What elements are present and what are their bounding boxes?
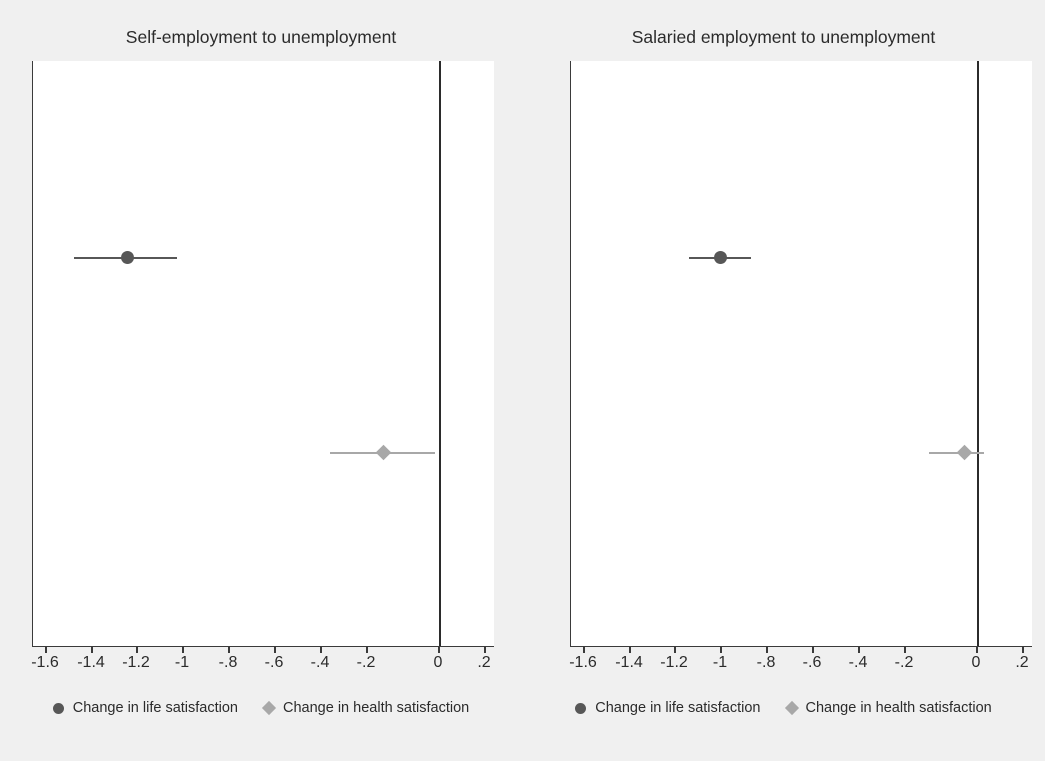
x-tick-label: -.6 bbox=[802, 654, 822, 671]
legend-left bbox=[0, 700, 522, 716]
x-tick-label: -1.4 bbox=[615, 654, 643, 671]
x-tick-label: -.4 bbox=[310, 654, 330, 671]
x-tick-label: -1 bbox=[712, 654, 728, 671]
x-tick-label: -1.2 bbox=[660, 654, 688, 671]
x-tick bbox=[45, 647, 47, 653]
x-tick-label: -1 bbox=[174, 654, 190, 671]
x-tick-label: -.2 bbox=[894, 654, 914, 671]
x-tick bbox=[91, 647, 93, 653]
x-tick-label: 0 bbox=[433, 654, 443, 671]
x-tick bbox=[904, 647, 906, 653]
x-tick bbox=[812, 647, 814, 653]
plot-area-right bbox=[570, 61, 1032, 647]
x-tick-label: -.6 bbox=[264, 654, 284, 671]
marker-health-satisfaction bbox=[957, 445, 973, 461]
legend-right bbox=[522, 700, 1045, 716]
legend-item-health-satisfaction bbox=[264, 700, 469, 716]
x-axis-left bbox=[32, 647, 494, 687]
legend-label: Change in life satisfaction bbox=[595, 700, 761, 716]
x-tick-label: -1.6 bbox=[569, 654, 597, 671]
x-tick bbox=[720, 647, 722, 653]
x-tick-label: -1.2 bbox=[122, 654, 150, 671]
legend-item-life-satisfaction bbox=[53, 700, 238, 716]
x-tick bbox=[320, 647, 322, 653]
x-tick bbox=[583, 647, 585, 653]
zero-reference-line bbox=[977, 61, 979, 646]
x-tick-label: -.4 bbox=[848, 654, 868, 671]
diamond-marker-icon bbox=[784, 701, 798, 715]
legend-label: Change in health satisfaction bbox=[283, 700, 470, 716]
circle-marker-icon bbox=[575, 703, 586, 714]
x-tick-label: -.8 bbox=[756, 654, 776, 671]
x-tick-label: -1.6 bbox=[31, 654, 59, 671]
marker-life-satisfaction bbox=[121, 251, 134, 264]
marker-life-satisfaction bbox=[714, 251, 727, 264]
x-tick-label: 0 bbox=[971, 654, 981, 671]
plot-area-left bbox=[32, 61, 494, 647]
x-tick bbox=[366, 647, 368, 653]
x-tick bbox=[1022, 647, 1024, 653]
x-tick bbox=[438, 647, 440, 653]
panel-salaried-employment bbox=[522, 0, 1045, 761]
x-tick bbox=[766, 647, 768, 653]
x-tick bbox=[274, 647, 276, 653]
marker-health-satisfaction bbox=[376, 445, 392, 461]
x-tick bbox=[182, 647, 184, 653]
x-axis-right bbox=[570, 647, 1032, 687]
x-tick-label: .2 bbox=[477, 654, 491, 671]
panel-self-employment bbox=[0, 0, 522, 761]
panel-title: Salaried employment to unemployment bbox=[631, 27, 936, 47]
x-tick bbox=[629, 647, 631, 653]
x-tick-label: -1.4 bbox=[77, 654, 105, 671]
x-tick bbox=[858, 647, 860, 653]
x-tick-label: -.2 bbox=[356, 654, 376, 671]
x-tick bbox=[136, 647, 138, 653]
panel-title: Self-employment to unemployment bbox=[125, 27, 397, 47]
x-tick bbox=[484, 647, 486, 653]
zero-reference-line bbox=[439, 61, 441, 646]
legend-item-life-satisfaction bbox=[575, 700, 760, 716]
x-tick-label: .2 bbox=[1015, 654, 1029, 671]
x-tick bbox=[976, 647, 978, 653]
legend-label: Change in life satisfaction bbox=[72, 700, 239, 716]
x-tick-label: -.8 bbox=[218, 654, 238, 671]
diamond-marker-icon bbox=[262, 701, 276, 715]
circle-marker-icon bbox=[53, 703, 64, 714]
legend-label: Change in health satisfaction bbox=[805, 700, 992, 716]
legend-item-health-satisfaction bbox=[787, 700, 992, 716]
x-tick bbox=[674, 647, 676, 653]
x-tick bbox=[228, 647, 230, 653]
